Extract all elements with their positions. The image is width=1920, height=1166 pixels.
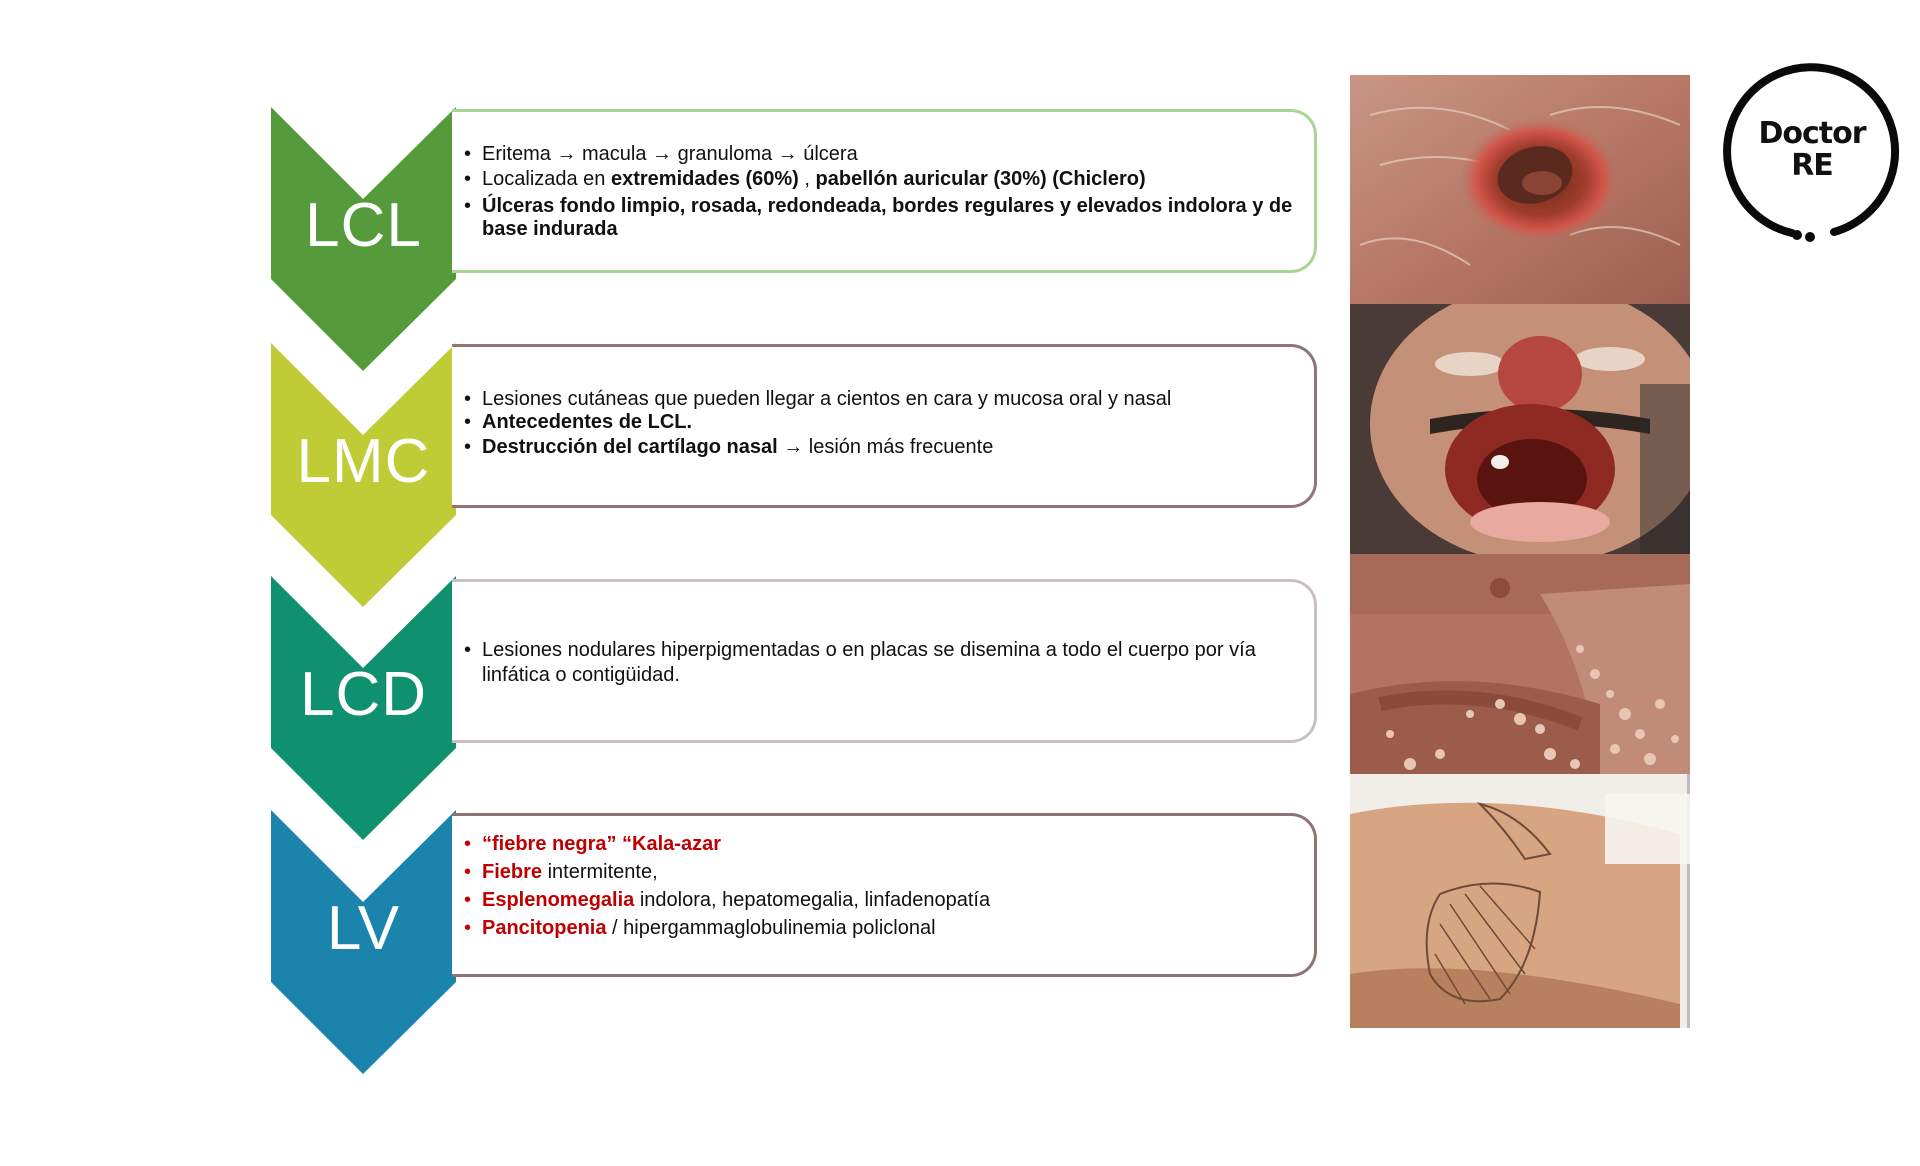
bullet-lv-2: • Fiebre intermitente,	[452, 858, 1314, 886]
box-lcl	[452, 109, 1317, 273]
logo-text: Doctor RE	[1758, 116, 1866, 183]
nasal-destruction-photo	[1350, 304, 1690, 554]
bullet-lcd-1: • Lesiones nodulares hiperpigmentadas o en placas se disemina a todo el cuerpo por vía linfática o contigüidad.	[452, 638, 1314, 688]
bullet-lcl-3: • Úlceras fondo limpio, rosada, redondeada, bordes regulares y elevados indolora y de base indurada	[452, 195, 1314, 241]
chevron-label-lcd: LCD	[299, 660, 428, 729]
splenomegaly-photo	[1350, 774, 1690, 1028]
chevron-lv	[271, 810, 456, 1074]
box-lmc	[452, 344, 1317, 508]
chevron-label-lv: LV	[326, 894, 401, 963]
bullet-lmc-1: • Lesiones cutáneas que pueden llegar a cientos en cara y mucosa oral y nasal	[452, 388, 1314, 411]
chevron-label-lcl: LCL	[305, 191, 422, 260]
box-lcd	[452, 579, 1317, 743]
chevron-lcd	[271, 576, 456, 840]
chevron-lmc	[271, 343, 456, 607]
ulcer-photo	[1350, 75, 1690, 304]
nodular-lesions-photo	[1350, 554, 1690, 784]
bullet-lv-4: • Pancitopenia / hipergammaglobulinemia policlonal	[452, 914, 1314, 942]
bullet-lmc-3: • Destrucción del cartílago nasal → lesión más frecuente	[452, 434, 1314, 460]
bullet-lcl-2: • Localizada en extremidades (60%) , pabellón auricular (30%) (Chiclero)	[452, 167, 1314, 192]
chevron-label-lmc: LMC	[296, 427, 431, 496]
doctor-re-logo	[1722, 62, 1902, 242]
bullet-lv-3: • Esplenomegalia indolora, hepatomegalia, linfadenopatía	[452, 886, 1314, 914]
bullet-lv-1: • “fiebre negra” “Kala-azar	[452, 830, 1314, 858]
box-lv	[452, 813, 1317, 977]
bullet-lmc-2: • Antecedentes de LCL.	[452, 411, 1314, 434]
chevron-lcl	[271, 107, 456, 371]
bullet-lcl-1: • Eritema → macula → granuloma → úlcera	[452, 142, 1314, 167]
